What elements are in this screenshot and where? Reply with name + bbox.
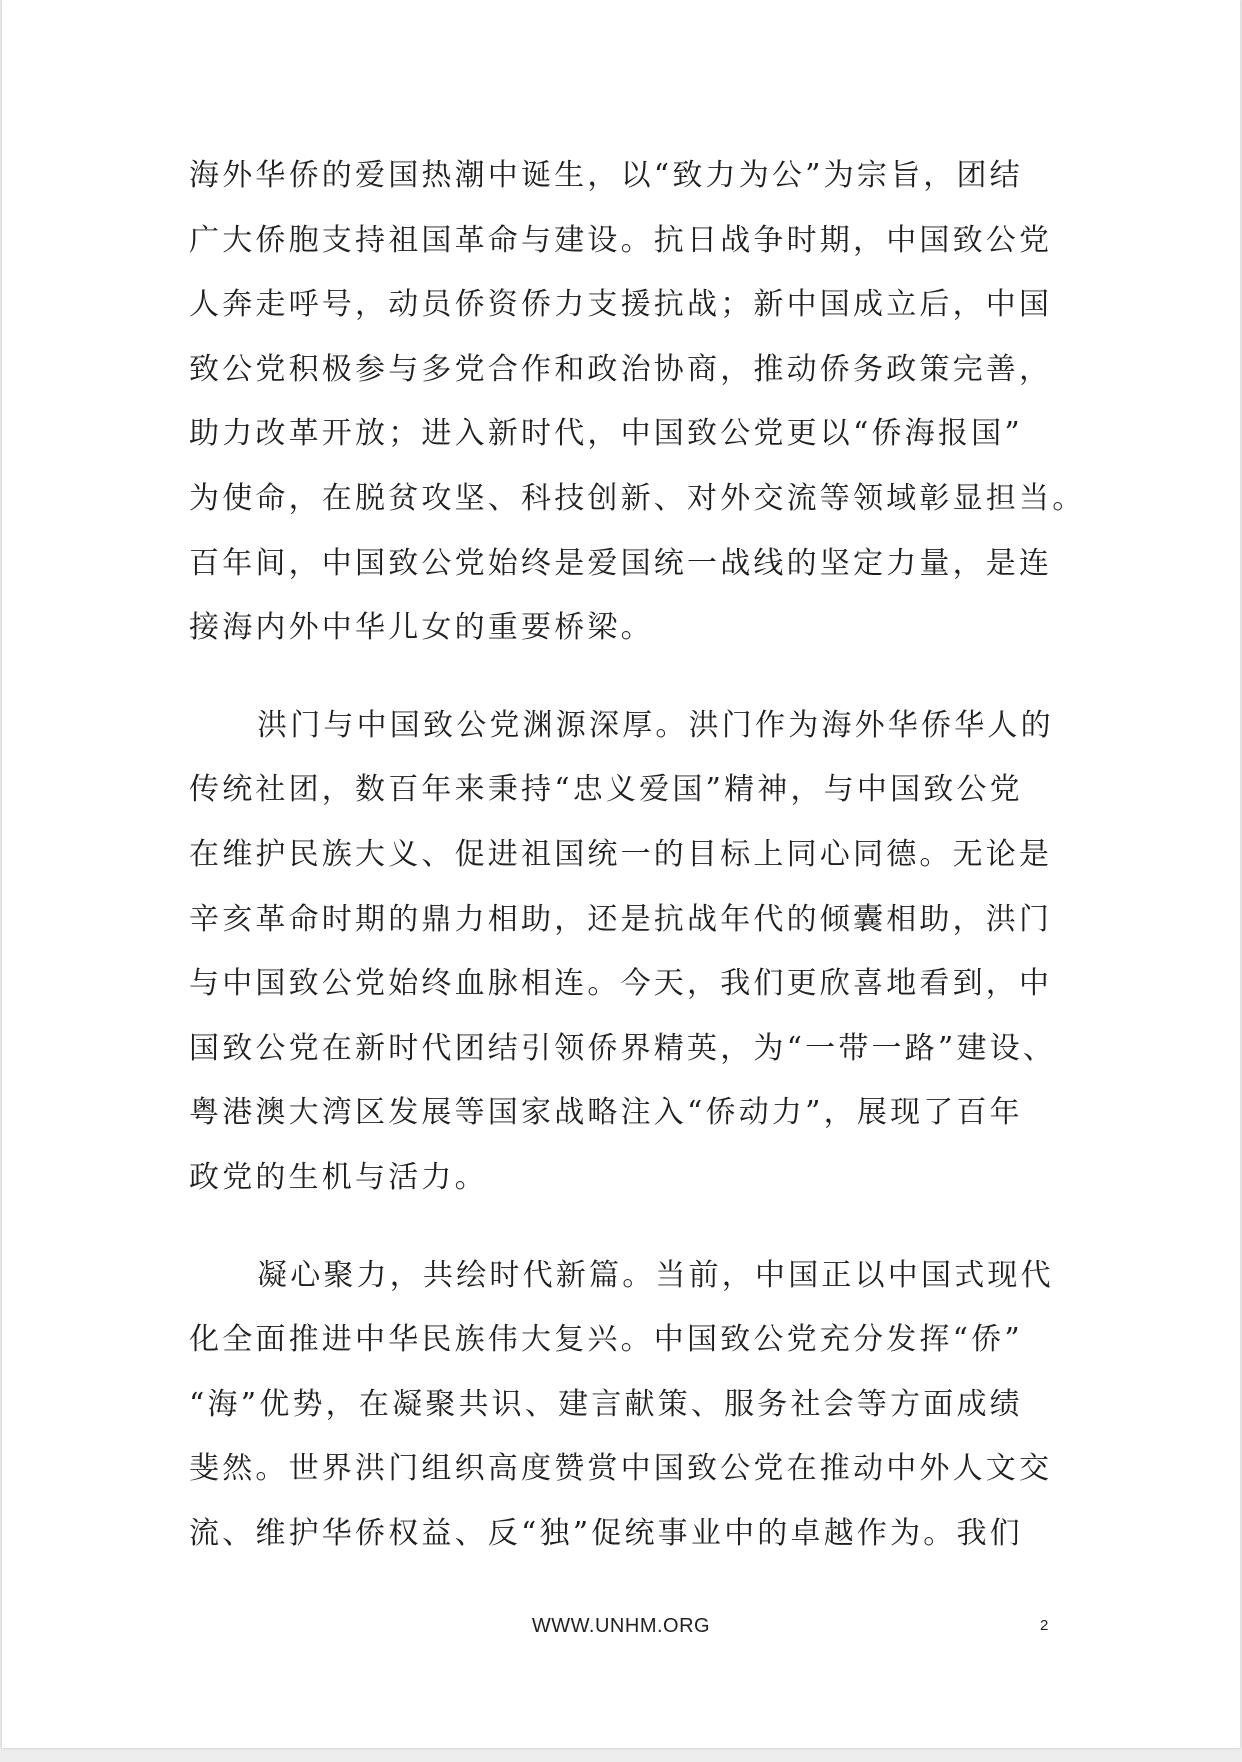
- text-line: 广大侨胞支持祖国革命与建设。抗日战争时期，中国致公党: [189, 222, 1053, 258]
- text-line: 百年间，中国致公党始终是爱国统一战线的坚定力量，是连: [189, 545, 1053, 581]
- text-line: 国致公党在新时代团结引领侨界精英，为“一带一路”建设、: [189, 1030, 1057, 1066]
- text-line: 政党的生机与活力。: [189, 1159, 488, 1195]
- text-line: 致公党积极参与多党合作和政治协商，推动侨务政策完善，: [189, 351, 1053, 387]
- text-line: 洪门与中国致公党渊源深厚。洪门作为海外华侨华人的: [257, 707, 1054, 743]
- paragraph-2: [189, 694, 1055, 1211]
- text-line: 接海内外中华儿女的重要桥梁。: [189, 610, 654, 646]
- text-line: 在维护民族大义、促进祖国统一的目标上同心同德。无论是: [189, 836, 1053, 872]
- text-line: “海”优势，在凝聚共识、建言献策、服务社会等方面成绩: [189, 1386, 1023, 1422]
- body-text: [189, 144, 1086, 1566]
- paragraph-1: [189, 144, 1086, 661]
- text-line: 辛亥革命时期的鼎力相助，还是抗战年代的倾囊相助，洪门: [189, 901, 1053, 937]
- text-line: 人奔走呼号，动员侨资侨力支援抗战；新中国成立后，中国: [189, 287, 1053, 323]
- page-number: 2: [1040, 1617, 1049, 1634]
- text-line: 传统社团，数百年来秉持“忠义爱国”精神，与中国致公党: [189, 772, 1023, 808]
- footer-website: WWW.UNHM.ORG: [531, 1615, 711, 1637]
- text-line: 助力改革开放；进入新时代，中国致公党更以“侨海报国”: [189, 416, 1023, 452]
- text-line: 斐然。世界洪门组织高度赞赏中国致公党在推动中外人文交: [189, 1451, 1053, 1487]
- text-line: 凝心聚力，共绘时代新篇。当前，中国正以中国式现代: [257, 1257, 1054, 1293]
- text-line: 流、维护华侨权益、反“独”促统事业中的卓越作为。我们: [189, 1515, 1023, 1551]
- text-line: 化全面推进中华民族伟大复兴。中国致公党充分发挥“侨”: [189, 1322, 1023, 1358]
- document-page: [2, 0, 1240, 1748]
- text-line: 海外华侨的爱国热潮中诞生，以“致力为公”为宗旨，团结: [189, 158, 1023, 193]
- text-line: 与中国致公党始终血脉相连。今天，我们更欣喜地看到，中: [189, 966, 1053, 1002]
- paragraph-3: [189, 1244, 1055, 1567]
- text-line: 为使命，在脱贫攻坚、科技创新、对外交流等领域彰显担当。: [189, 480, 1086, 516]
- text-line: 粤港澳大湾区发展等国家战略注入“侨动力”，展现了百年: [189, 1095, 1023, 1131]
